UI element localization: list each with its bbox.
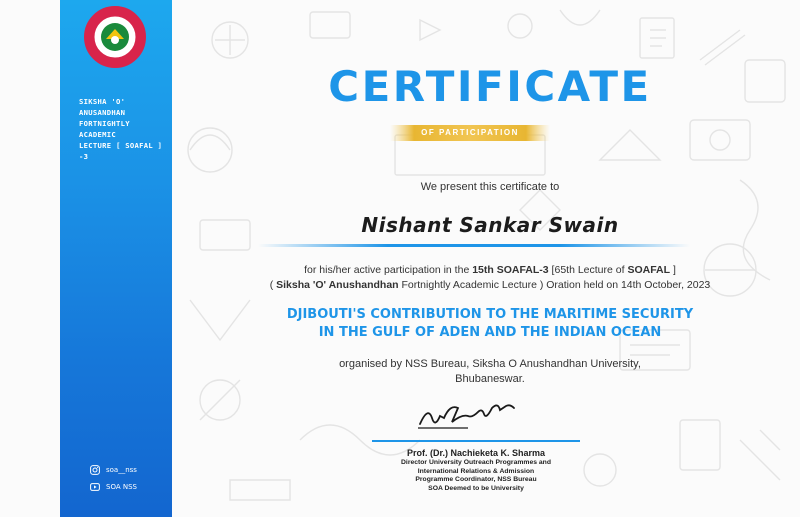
lecture-number: 15th SOAFAL-3	[472, 264, 549, 276]
youtube-handle: SOA NSS	[106, 483, 137, 491]
instagram-icon	[90, 465, 100, 475]
signatory-role-line: International Relations & Admission	[417, 467, 535, 475]
organiser-line: Bhubaneswar.	[455, 373, 525, 385]
organiser-line: organised by NSS Bureau, Siksha O Anushandhan University,	[339, 358, 641, 370]
signatory-block	[370, 447, 582, 493]
youtube-link[interactable]	[90, 482, 137, 492]
participation-line-2	[180, 279, 800, 291]
lecture-topic	[180, 306, 800, 342]
recipient-name: Nishant Sankar Swain	[361, 213, 619, 237]
text-span: [65th Lecture of	[548, 264, 628, 276]
organiser-text	[180, 357, 800, 387]
university-seal-icon	[87, 9, 143, 65]
signatory-role-line: SOA Deemed to be University	[428, 484, 524, 492]
sidebar	[60, 0, 172, 517]
signatory-role-line: Director University Outreach Programmes and	[401, 459, 551, 466]
text-span: for his/her active participation in the	[304, 264, 473, 276]
participation-ribbon	[390, 123, 550, 143]
signatory-name: Prof. (Dr.) Nachieketa K. Sharma	[406, 448, 546, 458]
side-title-line: SIKSHA 'O' ANUSANDHAN	[79, 97, 126, 117]
text-span: Fortnightly Academic Lecture ) Oration held on 14th October, 2023	[398, 279, 711, 291]
signature-image	[414, 404, 554, 432]
youtube-icon	[90, 482, 100, 492]
signatory-role-line: Programme Coordinator, NSS Bureau	[415, 476, 537, 484]
lecture-series-title	[79, 96, 171, 162]
series-name: SOAFAL	[627, 264, 671, 276]
text-span: (	[269, 279, 277, 291]
instagram-handle: soa__nss	[106, 466, 137, 474]
ribbon-label: OF PARTICIPATION	[421, 128, 519, 137]
side-title-line: FORTNIGHTLY ACADEMIC	[79, 119, 130, 139]
side-title-line: LECTURE [ SOAFAL ] -3	[79, 141, 163, 161]
certificate-title: CERTIFICATE	[328, 62, 652, 111]
instagram-link[interactable]	[90, 465, 137, 475]
name-underline	[258, 244, 690, 247]
text-span: ]	[670, 264, 676, 276]
participation-line-1	[180, 264, 800, 276]
signature-line	[372, 440, 580, 442]
topic-line: IN THE GULF OF ADEN AND THE INDIAN OCEAN	[318, 325, 662, 340]
university-logo	[84, 6, 146, 68]
topic-line: DJIBOUTI'S CONTRIBUTION TO THE MARITIME SECURITY	[286, 307, 694, 322]
intro-text: We present this certificate to	[420, 181, 560, 193]
university-name: Siksha 'O' Anushandhan	[276, 279, 399, 291]
